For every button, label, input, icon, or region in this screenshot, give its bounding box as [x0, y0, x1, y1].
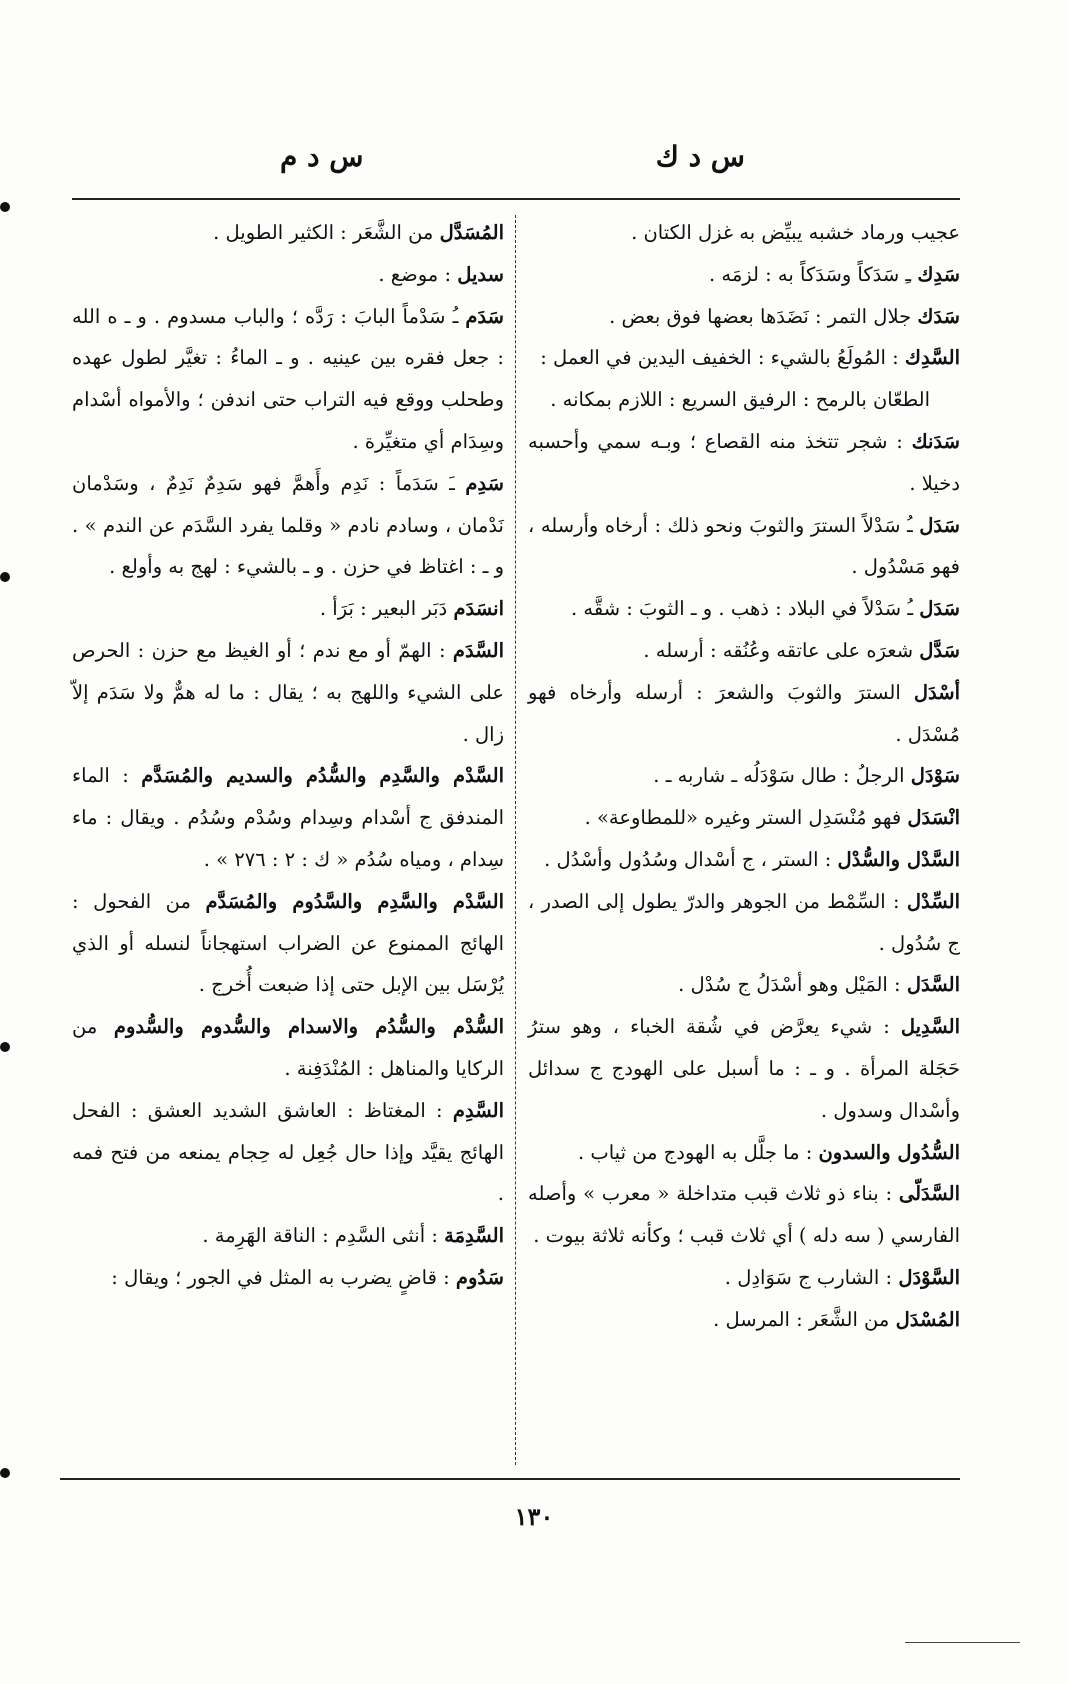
entry-headword: السَّوْدَل [898, 1265, 960, 1289]
column-divider [515, 215, 516, 1465]
dictionary-entry [528, 296, 960, 338]
dictionary-entry [72, 881, 504, 1006]
dictionary-entry [72, 254, 504, 296]
dictionary-entry [528, 797, 960, 839]
dictionary-entry [528, 379, 960, 421]
entry-headword: السَّدِمَة [444, 1224, 504, 1248]
entry-text: : قاضٍ يضرب به المثل في الجور ؛ ويقال : [111, 1265, 456, 1289]
dictionary-entry [72, 296, 504, 463]
dictionary-entry [528, 755, 960, 797]
entry-headword: السَّدِم [452, 1098, 504, 1122]
entry-text: فهو مُنْسَدِل الستر وغيره «للمطاوعة» . [584, 806, 908, 830]
dictionary-entry [528, 588, 960, 630]
entry-text: : الستر ، ج أسْدال وسُدُول وأسْدُل . [544, 847, 838, 871]
dictionary-entry [528, 672, 960, 756]
margin-mark [0, 1042, 10, 1052]
dictionary-entry [528, 1257, 960, 1299]
entry-headword: السَّدْل والسُّدْل [837, 847, 960, 871]
dictionary-entry [72, 630, 504, 755]
entry-text: ـُ سَدْلاً السترَ والثوبَ ونحو ذلك : أرخاه وأرسله ، فهو مَسْدُول . [528, 513, 960, 579]
entry-text: : المغتاظ : العاشق الشديد العشق : الفحل الهائج يقيَّد وإذا حال جُعِل له حِجام يمنعه من فتح فمه . [72, 1098, 504, 1206]
dictionary-entry [72, 1006, 504, 1090]
entry-headword: سَدَّل [919, 638, 960, 662]
dictionary-entry [528, 1299, 960, 1341]
entry-headword: السَّدَم [452, 638, 504, 662]
entry-text: : الماء المندفق ج أسْدام وسِدام وسُدْم وسُدُم . ويقال : ماء سِدام ، ومياه سُدُم « ك : ٢ : ٢٧٦ » . [72, 764, 504, 871]
margin-mark [0, 202, 10, 212]
dictionary-entry [528, 254, 960, 296]
entry-headword: المُسَدَّل [439, 221, 504, 244]
dictionary-entry [72, 755, 504, 880]
dictionary-entry [72, 463, 504, 588]
page-header [60, 140, 960, 190]
entry-text: السترَ والثوبَ والشعرَ : أرسله وأرخاه فهو مُسْدَل . [528, 680, 960, 746]
entry-headword: السُّدْم والسُّدُم والاسدام والسُّدوم والسُّدوم [113, 1015, 504, 1039]
entry-text: ـُ سَدْماً البابَ : رَدَّه ؛ والباب مسدوم . و ـ ه الله : جعل فقره بين عينيه . و ـ الماءُ : تغيَّر لطول عهده وطحلب ووقع فيه التراب حتى اندفن ؛ والأمواه أسْدام وسِدَام أي متغيِّرة . [72, 304, 504, 453]
entry-text: : السِّمْط من الجوهر والدرّ يطول إلى الصدر ، ج سُدُول . [528, 889, 960, 955]
entry-headword: السَّدَل [906, 973, 960, 997]
entry-headword: السَّدْم والسَّدِم والسُّدُم والسديم والمُسَدَّم [141, 764, 505, 788]
entry-headword: سَدَك [917, 304, 960, 328]
margin-mark [0, 1468, 10, 1478]
header-root-left: س د م [280, 140, 364, 173]
entry-text: : المَيْل وهو أسْدَلُ ج سُدْل . [678, 973, 907, 997]
entry-text: جلال التمر : نَضَدَها بعضها فوق بعض . [609, 304, 918, 328]
dictionary-entry [72, 1090, 504, 1215]
margin-rule [905, 1642, 1020, 1643]
dictionary-entry [72, 1215, 504, 1257]
entry-headword: انسَدَم [453, 597, 504, 621]
entry-text: : الشارب ج سَوَادِل . [724, 1265, 899, 1289]
entry-headword: السَّدِك [904, 346, 960, 370]
entry-headword: السَّدَلّى [898, 1182, 960, 1206]
page-number: ١٣٠ [514, 1502, 554, 1531]
dictionary-entry [528, 212, 960, 254]
entry-headword: السَّدِيل [900, 1015, 960, 1039]
entry-text: : شجر تتخذ منه القصاع ؛ وبـه سمي وأحسبه دخيلا . [528, 429, 960, 495]
dictionary-entry [528, 881, 960, 965]
entry-headword: انْسَدَل [907, 806, 960, 830]
entry-text: : المُولَعُ بالشيء : الخفيف اليدين في العمل : [540, 346, 905, 370]
entry-text: من الشَّعَر : الكثير الطويل . [213, 221, 440, 244]
entry-headword: سَدَم [465, 304, 504, 328]
dictionary-entry [528, 337, 960, 379]
entry-text: : بناء ذو ثلاث قبب متداخلة « معرب » وأصله الفارسي ( سه دله ) أي ثلاث قبب ؛ وكأنه ثلاثة بيوت . [528, 1182, 960, 1248]
entry-text: عجيب ورماد خشبه يبيِّض به غزل الكتان . [631, 221, 960, 244]
entry-text: : موضع . [378, 262, 458, 286]
entry-text: ـُ سَدْلاً في البلاد : ذهب . و ـ الثوبَ : شقَّه . [571, 597, 920, 621]
entry-text: : أنثى السَّدِم : الناقة الهَرِمة . [202, 1224, 445, 1248]
dictionary-entry [528, 839, 960, 881]
footer-rule [60, 1478, 960, 1480]
dictionary-entry [528, 630, 960, 672]
entry-headword: المُسْدَل [895, 1307, 960, 1331]
entry-headword: السُّدُول والسدون [818, 1140, 960, 1164]
entry-text: من الفحول : الهائج الممنوع عن الضراب استهجاناً لنسله أو الذي يُرْسَل بين الإبل حتى إذا ضبعت أُخرج . [72, 889, 504, 997]
entry-headword: أسْدَل [913, 680, 960, 704]
entry-headword: سديل [457, 262, 504, 286]
entry-headword: سَدِم [465, 471, 504, 495]
right-column [528, 212, 960, 1462]
left-column [72, 212, 504, 1462]
entry-text: : شيء يعرَّض في شُقة الخباء ، وهو سترُ حَجَلة المرأة . و ـ : ما أسبل على الهودج ج سدائل وأسْدال وسدول . [528, 1015, 960, 1122]
entry-headword: السِّدْل [906, 889, 960, 913]
entry-text: شعرَه على عاتقه وعُنُقه : أرسله . [643, 638, 920, 662]
dictionary-entry [72, 588, 504, 630]
dictionary-entry [528, 505, 960, 589]
entry-headword: سَدَل [919, 513, 960, 537]
entry-headword: سَوْدَل [910, 764, 960, 788]
dictionary-entry [528, 964, 960, 1006]
entry-text: دَبَر البعير : بَرَأ . [319, 597, 454, 621]
entry-headword: سَدَنك [911, 429, 960, 453]
entry-text: من الركايا والمناهل : المُنْدَفِنة . [72, 1015, 504, 1080]
dictionary-entry [528, 1132, 960, 1174]
header-root-right: س د ك [655, 140, 745, 173]
entry-text: من الشَّعَر : المرسل . [713, 1307, 896, 1331]
entry-headword: سَدَل [919, 597, 960, 621]
dictionary-entry [528, 1173, 960, 1257]
entry-headword: سَدِك [917, 262, 960, 286]
margin-mark [0, 572, 10, 582]
entry-headword: سَدُوم [455, 1265, 504, 1289]
entry-text: ـِ سَدَكاً وسَدَكاً به : لزمَه . [708, 262, 918, 286]
header-rule [72, 198, 960, 200]
dictionary-entry [528, 421, 960, 505]
entry-text: الرجلُ : طال سَوْدَلُه ـ شاربه ـ . [653, 764, 911, 788]
entry-text: الطعّان بالرمح : الرفيق السريع : اللازم بمكانه . [550, 388, 930, 412]
dictionary-entry [72, 212, 504, 254]
entry-headword: السَّدْم والسَّدِم والسَّدُوم والمُسَدَّم [205, 889, 504, 913]
dictionary-entry [72, 1257, 504, 1299]
entry-text: : ما جلَّل به الهودج من ثياب . [577, 1140, 819, 1164]
dictionary-entry [528, 1006, 960, 1131]
entry-text: : الهمّ أو مع ندم ؛ أو الغيظ مع حزن : الحرص على الشيء واللهج به ؛ يقال : ما له همٌّ ولا سَدَم إلاّ زال . [72, 638, 504, 746]
entry-text: ـَ سَدَماً : نَدِم وأَهمَّ فهو سَدِمٌ نَدِمٌ ، وسَدْمان نَدْمان ، وسادم نادم « وقلما يفرد السَّدَم عن الندم » . و ـ : اغتاظ في حزن . و ـ بالشيء : لهج به وأولع . [72, 471, 504, 579]
